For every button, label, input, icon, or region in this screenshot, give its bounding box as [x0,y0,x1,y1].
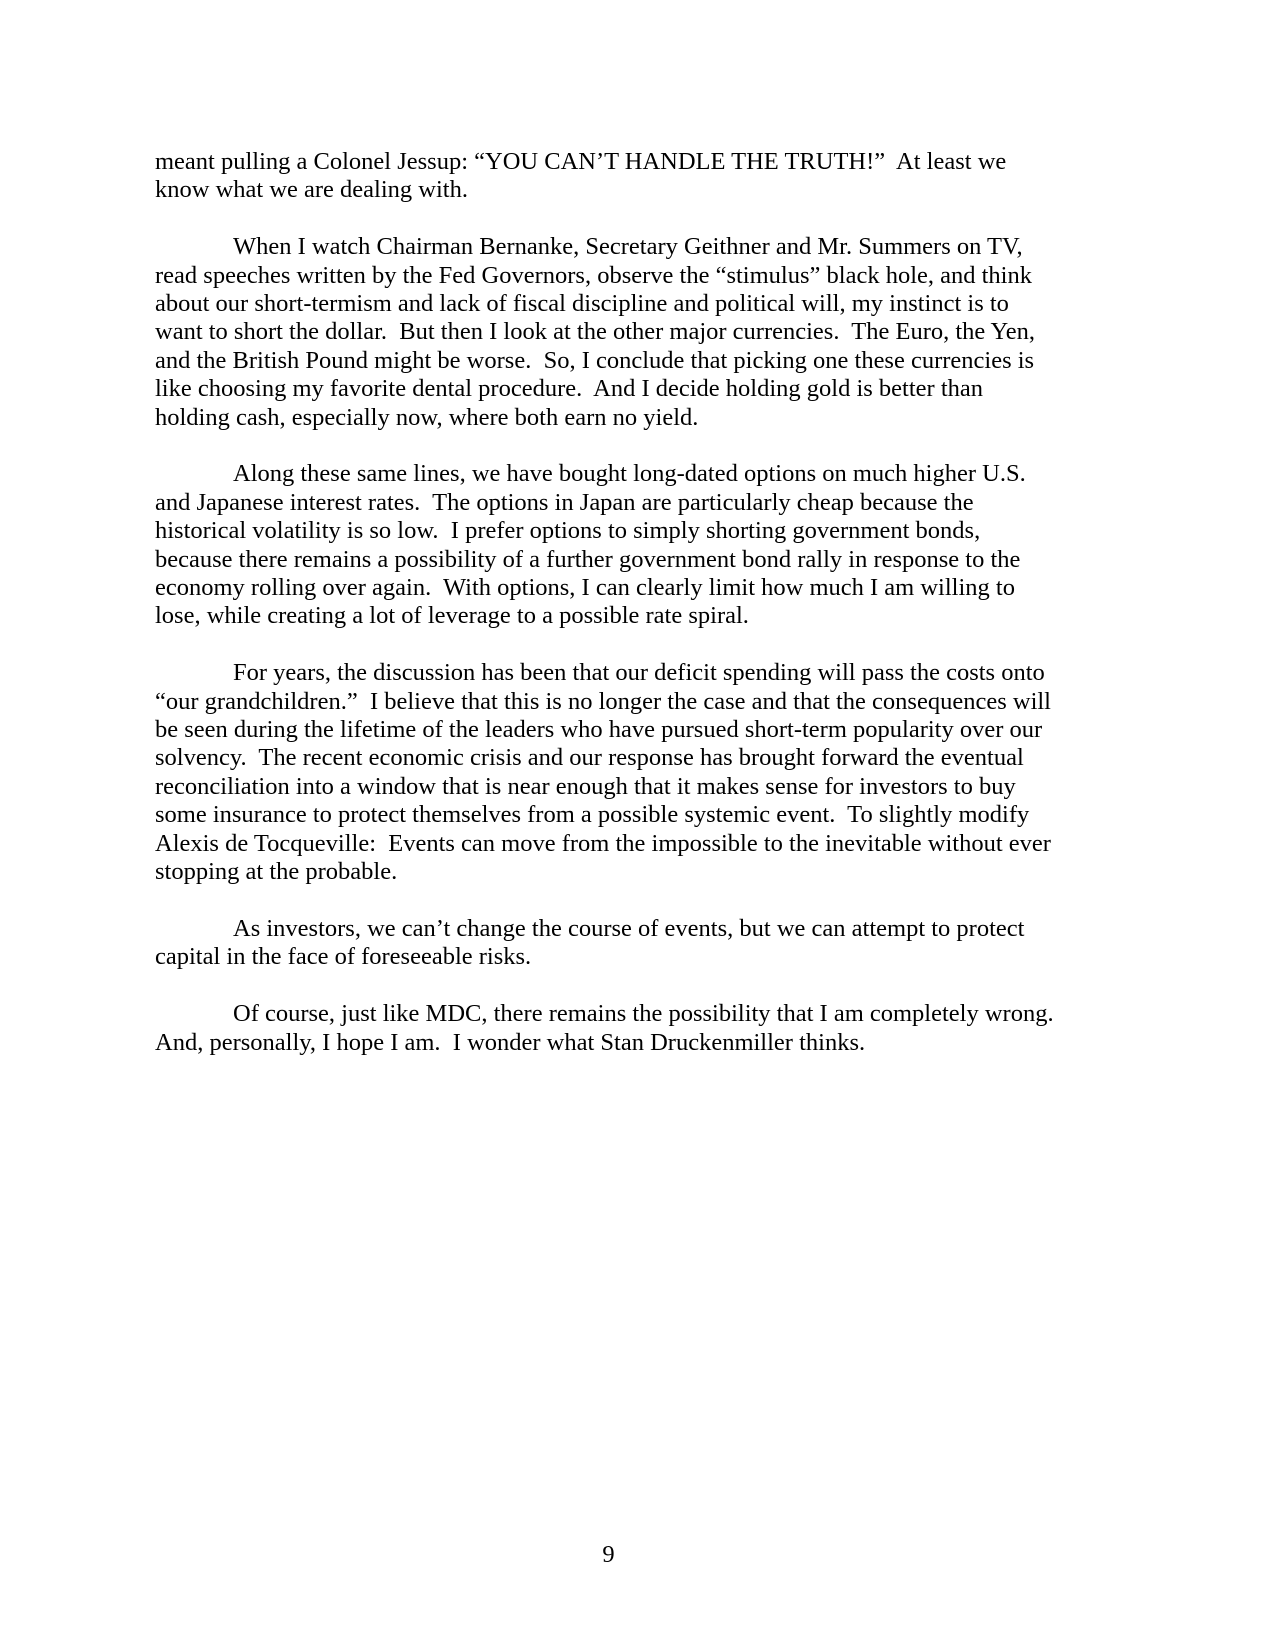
paragraph: Along these same lines, we have bought long-dated options on much higher U.S. and Japanese interest rates. The options in Japan are particularly cheap because the historical volatility is so low. I prefer options to simply shorting government bonds, because there remains a possibility of a further government bond rally in response to the economy rolling over again. With options, I can clearly limit how much I am willing to lose, while creating a lot of leverage to a possible rate spiral. [155,460,1032,630]
text-body [155,148,1065,1085]
paragraph: meant pulling a Colonel Jessup: “YOU CAN’T HANDLE THE TRUTH!” At least we know what we are dealing with. [155,148,1013,204]
paragraph: For years, the discussion has been that our deficit spending will pass the costs onto “our grandchildren.” I believe that this is no longer the case and that the consequences will be seen during the lifetime of the leaders who have pursued short-term popularity over our solvency. The recent economic crisis and our response has brought forward the eventual reconciliation into a window that is near enough that it makes sense for investors to buy some insurance to protect themselves from a possible systemic event. To slightly modify Alexis de Tocqueville: Events can move from the impossible to the inevitable without ever stopping at the probable. [155,659,1058,886]
page-number: 9 [602,1541,615,1568]
paragraph: When I watch Chairman Bernanke, Secretary Geithner and Mr. Summers on TV, read speeches written by the Fed Governors, observe the “stimulus” black hole, and think about our short-termism and lack of fiscal discipline and political will, my instinct is to want to short the dollar. But then I look at the other major currencies. The Euro, the Yen, and the British Pound might be worse. So, I conclude that picking one these currencies is like choosing my favorite dental procedure. And I decide holding gold is better than holding cash, especially now, where both earn no yield. [155,233,1042,431]
paragraph: Of course, just like MDC, there remains the possibility that I am completely wrong. And, personally, I hope I am. I wonder what Stan Druckenmiller thinks. [155,1000,1065,1056]
paragraph: As investors, we can’t change the course of events, but we can attempt to protect capital in the face of foreseeable risks. [155,914,1031,971]
